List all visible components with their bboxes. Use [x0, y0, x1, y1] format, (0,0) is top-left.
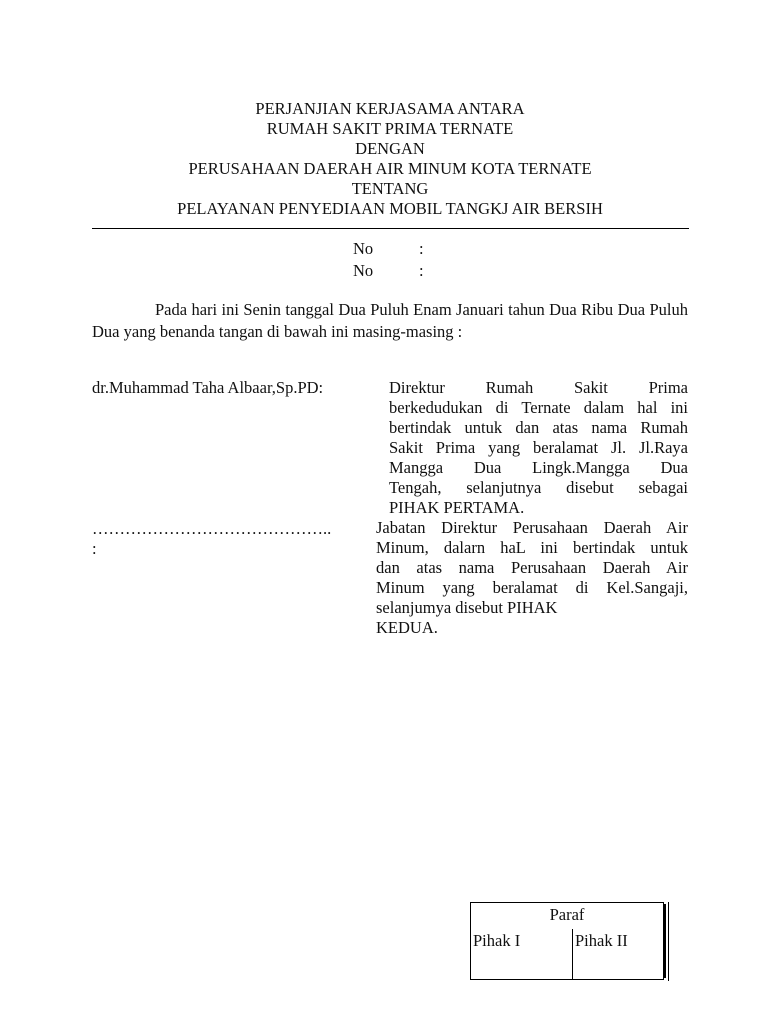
number-colon: : [419, 261, 424, 280]
party1-line: Direktur Rumah Sakit Prima [389, 378, 688, 397]
title-line: RUMAH SAKIT PRIMA TERNATE [266, 119, 514, 138]
title-divider [92, 228, 689, 229]
title-line: DENGAN [355, 139, 425, 158]
intro-paragraph [92, 299, 688, 343]
party2-line: Jabatan Direktur Perusahaan Daerah Air [376, 518, 688, 537]
paraf-pihak-2: Pihak II [575, 931, 628, 950]
party2-description [376, 518, 688, 638]
party1-line: Tengah, selanjutnya disebut sebagai [389, 478, 688, 497]
document-title [92, 99, 688, 219]
intro-text: Pada hari ini Senin tanggal Dua Puluh Enam Januari tahun Dua Ribu Dua Puluh Dua yang benanda tangan di bawah ini masing-masing : [92, 300, 688, 341]
number-colon: : [419, 239, 424, 258]
number-row [353, 239, 473, 261]
party1-name: dr.Muhammad Taha Albaar,Sp.PD: [92, 378, 324, 397]
document-numbers [353, 239, 473, 283]
party1-description [389, 378, 688, 518]
party2-name [92, 519, 331, 559]
title-line: PELAYANAN PENYEDIAAN MOBIL TANGKJ AIR BERSIH [177, 199, 603, 218]
paraf-header: Paraf [549, 905, 585, 924]
title-line: PERUSAHAAN DAERAH AIR MINUM KOTA TERNATE [188, 159, 592, 178]
party2-line: dan atas nama Perusahaan Daerah Air [376, 558, 688, 577]
party2-name-dots: …………………………………….. [92, 519, 332, 538]
party1-line: berkedudukan di Ternate dalam hal ini [389, 398, 688, 417]
paraf-table [470, 902, 664, 980]
party2-line: Minum yang beralamat di Kel.Sangaji, [376, 578, 688, 597]
number-row [353, 261, 473, 283]
party1-line: Mangga Dua Lingk.Mangga Dua [389, 458, 688, 477]
title-line: TENTANG [351, 179, 429, 198]
party2-line: Minum, dalarn haL ini bertindak untuk [376, 538, 688, 557]
party1-line: PIHAK PERTAMA. [389, 498, 525, 517]
number-label: No [353, 261, 374, 280]
party2-line: selanjumya disebut PIHAK [376, 598, 558, 617]
paraf-column-divider [572, 929, 573, 979]
party2-line: KEDUA. [376, 618, 438, 637]
title-line: PERJANJIAN KERJASAMA ANTARA [255, 99, 525, 118]
party1-line: bertindak untuk dan atas nama Rumah [389, 418, 688, 437]
party1-line: Sakit Prima yang beralamat Jl. Jl.Raya [389, 438, 688, 457]
party2-colon: : [92, 539, 97, 558]
number-label: No [353, 239, 374, 258]
paraf-pihak-1: Pihak I [473, 931, 521, 950]
